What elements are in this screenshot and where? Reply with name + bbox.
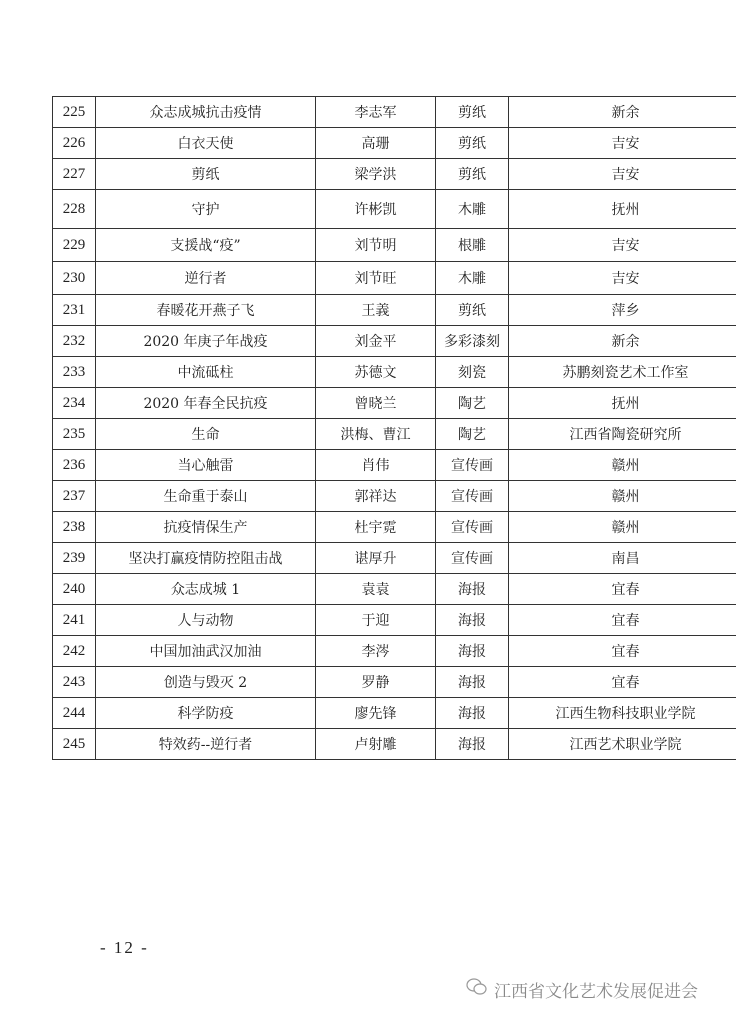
table-row	[53, 388, 736, 419]
entry-number: 231	[53, 295, 96, 326]
table-row	[53, 128, 736, 159]
entry-title: 2020 年春全民抗疫	[96, 388, 316, 419]
entries-table	[52, 96, 736, 760]
entry-number: 233	[53, 357, 96, 388]
entry-title: 生命	[96, 419, 316, 450]
table-row	[53, 729, 736, 760]
entry-number: 241	[53, 605, 96, 636]
entry-author: 刘金平	[316, 326, 436, 357]
entry-unit: 江西省陶瓷研究所	[509, 419, 736, 450]
watermark	[466, 977, 698, 1002]
entry-unit: 江西生物科技职业学院	[509, 698, 736, 729]
table-row	[53, 419, 736, 450]
entry-category: 剪纸	[436, 159, 509, 190]
table-row	[53, 97, 736, 128]
entry-category: 海报	[436, 667, 509, 698]
entry-category: 多彩漆刻	[436, 326, 509, 357]
entry-category: 刻瓷	[436, 357, 509, 388]
entry-author: 肖伟	[316, 450, 436, 481]
entry-author: 梁学洪	[316, 159, 436, 190]
entry-author: 高珊	[316, 128, 436, 159]
entry-number: 237	[53, 481, 96, 512]
entry-title: 支援战“疫”	[96, 229, 316, 262]
entry-author: 于迎	[316, 605, 436, 636]
entry-number: 229	[53, 229, 96, 262]
entry-unit: 宜春	[509, 605, 736, 636]
entry-title: 坚决打赢疫情防控阻击战	[96, 543, 316, 574]
entry-number: 234	[53, 388, 96, 419]
entry-title: 抗疫情保生产	[96, 512, 316, 543]
entry-number: 227	[53, 159, 96, 190]
entry-author: 李志军	[316, 97, 436, 128]
entry-category: 根雕	[436, 229, 509, 262]
entry-title: 2020 年庚子年战疫	[96, 326, 316, 357]
table-row	[53, 229, 736, 262]
entry-unit: 南昌	[509, 543, 736, 574]
entry-author: 李涔	[316, 636, 436, 667]
entry-category: 海报	[436, 698, 509, 729]
entry-number: 244	[53, 698, 96, 729]
table-row	[53, 636, 736, 667]
entry-title: 中流砥柱	[96, 357, 316, 388]
table-row	[53, 295, 736, 326]
entry-category: 海报	[436, 605, 509, 636]
entry-unit: 赣州	[509, 450, 736, 481]
entry-author: 刘节旺	[316, 262, 436, 295]
entry-author: 郭祥达	[316, 481, 436, 512]
wechat-icon	[466, 977, 488, 1002]
table-row	[53, 357, 736, 388]
entry-number: 240	[53, 574, 96, 605]
entry-unit: 吉安	[509, 262, 736, 295]
table-row	[53, 450, 736, 481]
entry-category: 木雕	[436, 190, 509, 229]
entry-number: 235	[53, 419, 96, 450]
entry-title: 科学防疫	[96, 698, 316, 729]
entry-category: 海报	[436, 574, 509, 605]
entry-unit: 江西艺术职业学院	[509, 729, 736, 760]
entry-author: 卢射雕	[316, 729, 436, 760]
entry-unit: 吉安	[509, 229, 736, 262]
entry-category: 海报	[436, 636, 509, 667]
watermark-text: 江西省文化艺术发展促进会	[494, 982, 698, 1002]
entry-unit: 抚州	[509, 190, 736, 229]
entry-title: 白衣天使	[96, 128, 316, 159]
entry-title: 生命重于泰山	[96, 481, 316, 512]
entry-category: 宣传画	[436, 543, 509, 574]
entry-number: 238	[53, 512, 96, 543]
entry-author: 杜宇霓	[316, 512, 436, 543]
entry-title: 剪纸	[96, 159, 316, 190]
table-row	[53, 326, 736, 357]
entry-unit: 抚州	[509, 388, 736, 419]
entry-number: 225	[53, 97, 96, 128]
entry-author: 曾晓兰	[316, 388, 436, 419]
entry-title: 中国加油武汉加油	[96, 636, 316, 667]
entry-number: 226	[53, 128, 96, 159]
entry-author: 王義	[316, 295, 436, 326]
entry-unit: 宜春	[509, 574, 736, 605]
entry-author: 谌厚升	[316, 543, 436, 574]
table-row	[53, 698, 736, 729]
entry-category: 剪纸	[436, 97, 509, 128]
entry-title: 人与动物	[96, 605, 316, 636]
entry-category: 剪纸	[436, 128, 509, 159]
entry-author: 袁袁	[316, 574, 436, 605]
entry-category: 陶艺	[436, 419, 509, 450]
page-number: - 12 -	[100, 938, 149, 957]
table-row	[53, 512, 736, 543]
table-row	[53, 543, 736, 574]
table-row	[53, 159, 736, 190]
entry-category: 木雕	[436, 262, 509, 295]
entry-number: 232	[53, 326, 96, 357]
entry-unit: 吉安	[509, 159, 736, 190]
entry-number: 230	[53, 262, 96, 295]
entry-number: 243	[53, 667, 96, 698]
entry-category: 宣传画	[436, 512, 509, 543]
entry-category: 陶艺	[436, 388, 509, 419]
table-row	[53, 667, 736, 698]
entry-category: 海报	[436, 729, 509, 760]
entry-unit: 赣州	[509, 512, 736, 543]
entry-title: 众志成城 1	[96, 574, 316, 605]
entry-title: 守护	[96, 190, 316, 229]
entry-title: 春暖花开燕子飞	[96, 295, 316, 326]
entry-unit: 新余	[509, 97, 736, 128]
entry-title: 众志成城抗击疫情	[96, 97, 316, 128]
entry-unit: 宜春	[509, 667, 736, 698]
entry-number: 228	[53, 190, 96, 229]
entry-number: 236	[53, 450, 96, 481]
table-row	[53, 574, 736, 605]
table-row	[53, 481, 736, 512]
entry-unit: 赣州	[509, 481, 736, 512]
entry-unit: 吉安	[509, 128, 736, 159]
entry-number: 245	[53, 729, 96, 760]
entry-number: 239	[53, 543, 96, 574]
entry-category: 宣传画	[436, 450, 509, 481]
entry-unit: 苏鹏刻瓷艺术工作室	[509, 357, 736, 388]
entry-unit: 新余	[509, 326, 736, 357]
entry-author: 许彬凯	[316, 190, 436, 229]
entry-author: 苏德文	[316, 357, 436, 388]
entry-category: 剪纸	[436, 295, 509, 326]
entry-title: 创造与毁灭 2	[96, 667, 316, 698]
table-row	[53, 605, 736, 636]
entry-author: 罗静	[316, 667, 436, 698]
entry-author: 洪梅、曹江	[316, 419, 436, 450]
entry-author: 廖先锋	[316, 698, 436, 729]
table-row	[53, 262, 736, 295]
entry-category: 宣传画	[436, 481, 509, 512]
entry-title: 当心触雷	[96, 450, 316, 481]
entry-author: 刘节明	[316, 229, 436, 262]
entry-title: 特效药--逆行者	[96, 729, 316, 760]
entry-number: 242	[53, 636, 96, 667]
entry-title: 逆行者	[96, 262, 316, 295]
entry-unit: 萍乡	[509, 295, 736, 326]
table-row	[53, 190, 736, 229]
entry-unit: 宜春	[509, 636, 736, 667]
